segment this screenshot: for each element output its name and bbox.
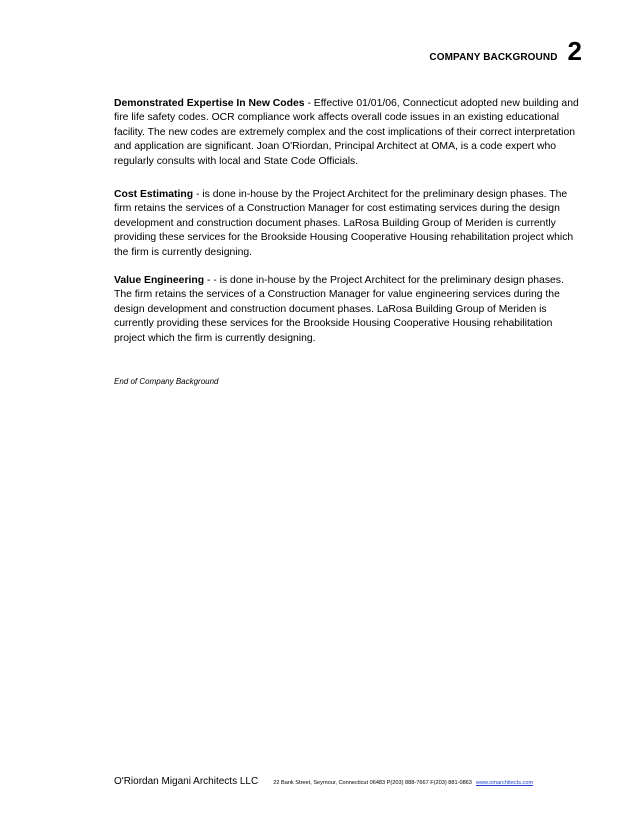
page-header [429,38,582,64]
paragraph-heading: Value Engineering [114,275,205,287]
paragraph-heading: Demonstrated Expertise In New Codes [114,98,305,109]
paragraph-cost-estimating [114,188,584,260]
paragraph-value-engineering [114,274,584,346]
paragraph-text: - Effective 01/01/06, Connecticut adopted new building and fire life safety codes. OCR compliance work affects overall code issues in an existing educational facility. The new codes are extremely complex and the cost implications of their correct interpretation and application are significant. Joan O'Riordan, Principal Architect at OMA, is a code expert who regularly consults with local and State Code Officials. [114,98,579,167]
firm-name: O'Riordan Migani Architects LLC [114,776,259,787]
paragraph-code-expertise [114,97,584,169]
firm-address: 22 Bank Street, Seymour, Connecticut 06483 P(203) 888-7667 F(203) 881-0863 [273,780,472,786]
paragraph-heading: Cost Estimating [114,189,194,201]
paragraph-text: - is done in-house by the Project Architect for the preliminary design phases. The firm retains the services of a Construction Manager for cost estimating services during the design development and construction document phases. LaRosa Building Group of Meriden is currently providing these services for the Brookside Housing Cooperative Housing rehabilitation project which the firm is currently designing. [114,189,574,258]
paragraph-text: - - is done in-house by the Project Architect for the preliminary design phases. The firm retains the services of a Construction Manager for value engineering services during the design development and construction document phases. LaRosa Building Group of Meriden is currently providing these services for the Brookside Housing Cooperative Housing rehabilitation project which the firm is currently designing. [114,275,564,344]
page-number: 2 [567,36,582,66]
section-title: COMPANY BACKGROUND [429,52,558,63]
document-body [114,97,584,386]
page-footer [114,776,584,787]
website-link[interactable]: www.omarchitects.com [475,780,534,786]
end-note: End of Company Background [114,377,219,387]
